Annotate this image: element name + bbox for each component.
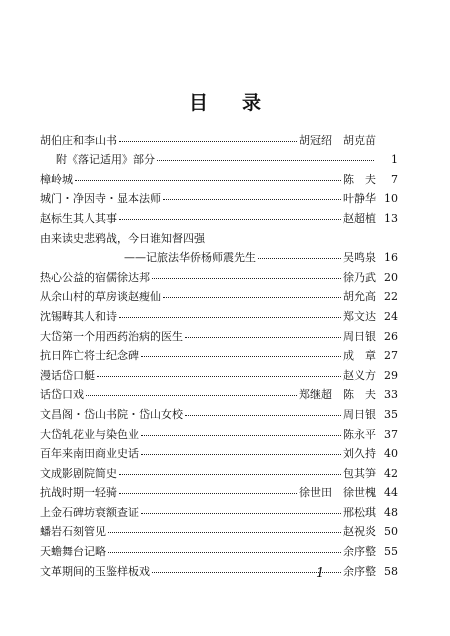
entry-title: 由来读史悲鸦战，今日谁知督四强 (40, 231, 205, 245)
dot-leader (157, 159, 374, 161)
entry-title: ——记旅法华侨杨师震先生 (124, 251, 256, 265)
entry-author: 胡冠绍 胡克苗 (299, 133, 376, 147)
dot-leader (163, 198, 341, 200)
entry-page: 16 (384, 251, 398, 265)
entry-page: 35 (384, 407, 398, 421)
dot-leader (119, 473, 341, 475)
entry-title: 大岱轧花业与染色业 (40, 427, 139, 441)
dot-leader (108, 531, 341, 533)
entry-title: 文革期间的玉鉴样板戏 (40, 564, 150, 578)
toc-entry (40, 186, 398, 206)
entry-author: 徐世田 徐世槐 (299, 486, 376, 500)
entry-author: 叶静华 (343, 192, 376, 206)
entry-author: 刘久持 (343, 447, 376, 461)
toc-entry (40, 558, 398, 578)
entry-page: 20 (384, 270, 398, 284)
entry-title: 天蟾舞台记略 (40, 545, 106, 559)
entry-title: 沈锡畴其人和诗 (40, 309, 117, 323)
entry-page: 26 (384, 329, 398, 343)
dot-leader (141, 453, 341, 455)
dot-leader (141, 355, 341, 357)
dot-leader (119, 218, 341, 220)
toc-entry (40, 421, 398, 441)
entry-author: 赵祝炎 (343, 525, 376, 539)
entry-author: 赵超植 (343, 211, 376, 225)
dot-leader (86, 394, 297, 396)
toc-entry (40, 382, 398, 402)
dot-leader (108, 551, 341, 553)
entry-page: 10 (384, 192, 398, 206)
entry-page: 1 (391, 153, 398, 167)
dot-leader (163, 296, 341, 298)
entry-author: 郑继超 陈 夫 (299, 388, 376, 402)
entry-author: 陈永平 (343, 427, 376, 441)
entry-title: 大岱第一个用西药治病的医生 (40, 329, 183, 343)
table-of-contents (40, 127, 398, 578)
toc-entry (40, 205, 398, 225)
toc-entry (40, 519, 398, 539)
entry-page: 58 (384, 564, 398, 578)
entry-author: 邢松琪 (343, 505, 376, 519)
entry-page: 48 (384, 505, 398, 519)
dot-leader (75, 179, 341, 181)
page-number: 1 (316, 566, 325, 581)
entry-author: 余序整 (343, 564, 376, 578)
page-title (0, 88, 450, 115)
title-char-1: 目 (188, 92, 208, 114)
entry-author: 陈 夫 (343, 172, 376, 186)
entry-author: 郑文达 (343, 309, 376, 323)
entry-author: 胡允高 (343, 290, 376, 304)
entry-author: 周日银 (343, 407, 376, 421)
dot-leader (141, 434, 341, 436)
toc-entry (40, 225, 398, 245)
entry-title: 胡伯庄和李山书 (40, 133, 117, 147)
entry-page: 37 (384, 427, 398, 441)
entry-page: 55 (384, 545, 398, 559)
dot-leader (185, 336, 341, 338)
toc-entry (40, 480, 398, 500)
title-char-2: 录 (242, 92, 262, 114)
entry-title: 从余山村的草房谈赵瘦仙 (40, 290, 161, 304)
entry-page: 27 (384, 349, 398, 363)
entry-author: 余序整 (343, 545, 376, 559)
entry-title: 赵标生其人其事 (40, 211, 117, 225)
toc-entry (40, 245, 398, 265)
toc-entry (40, 460, 398, 480)
toc-entry (40, 499, 398, 519)
dot-leader (97, 375, 341, 377)
entry-page: 44 (384, 486, 398, 500)
entry-page: 22 (384, 290, 398, 304)
entry-author: 徐乃武 (343, 270, 376, 284)
dot-leader (152, 571, 341, 573)
entry-title: 漫话岱口艇 (40, 368, 95, 382)
entry-author: 吴鸣泉 (343, 251, 376, 265)
toc-entry (40, 343, 398, 363)
entry-title: 抗日阵亡将士纪念碑 (40, 349, 139, 363)
toc-entry (40, 401, 398, 421)
entry-title: 附《落记适用》部分 (56, 153, 155, 167)
toc-entry (40, 538, 398, 558)
dot-leader (185, 414, 341, 416)
toc-entry (40, 127, 398, 147)
dot-leader (119, 316, 341, 318)
entry-page: 42 (384, 466, 398, 480)
entry-page: 24 (384, 309, 398, 323)
toc-entry (40, 323, 398, 343)
entry-title: 百年来南田商业史话 (40, 447, 139, 461)
entry-page: 33 (384, 388, 398, 402)
entry-page: 29 (384, 368, 398, 382)
toc-entry (40, 264, 398, 284)
toc-entry (40, 303, 398, 323)
entry-title: 樟岭城 (40, 172, 73, 186)
entry-title: 城门・净因寺・显本法师 (40, 192, 161, 206)
dot-leader (119, 492, 297, 494)
toc-entry (40, 362, 398, 382)
entry-page: 50 (384, 525, 398, 539)
dot-leader (152, 277, 341, 279)
entry-title: 话岱口戏 (40, 388, 84, 402)
entry-page: 7 (391, 172, 398, 186)
entry-title: 抗战时期一轻骑 (40, 486, 117, 500)
entry-author: 赵义方 (343, 368, 376, 382)
toc-entry (40, 441, 398, 461)
entry-title: 文成影剧院简史 (40, 466, 117, 480)
entry-title: 蟠岩石刻管见 (40, 525, 106, 539)
dot-leader (258, 257, 341, 259)
entry-author: 成 章 (343, 349, 376, 363)
toc-entry (40, 147, 398, 167)
entry-author: 包其笋 (343, 466, 376, 480)
entry-title: 上金石碑坊衰额查证 (40, 505, 139, 519)
entry-title: 热心公益的宿儒徐达邦 (40, 270, 150, 284)
entry-author: 周日银 (343, 329, 376, 343)
dot-leader (119, 140, 297, 142)
entry-page: 40 (384, 447, 398, 461)
entry-title: 文昌阁・岱山书院・岱山女校 (40, 407, 183, 421)
toc-entry (40, 166, 398, 186)
dot-leader (207, 239, 374, 240)
dot-leader (141, 512, 341, 514)
toc-entry (40, 284, 398, 304)
entry-page: 13 (384, 211, 398, 225)
